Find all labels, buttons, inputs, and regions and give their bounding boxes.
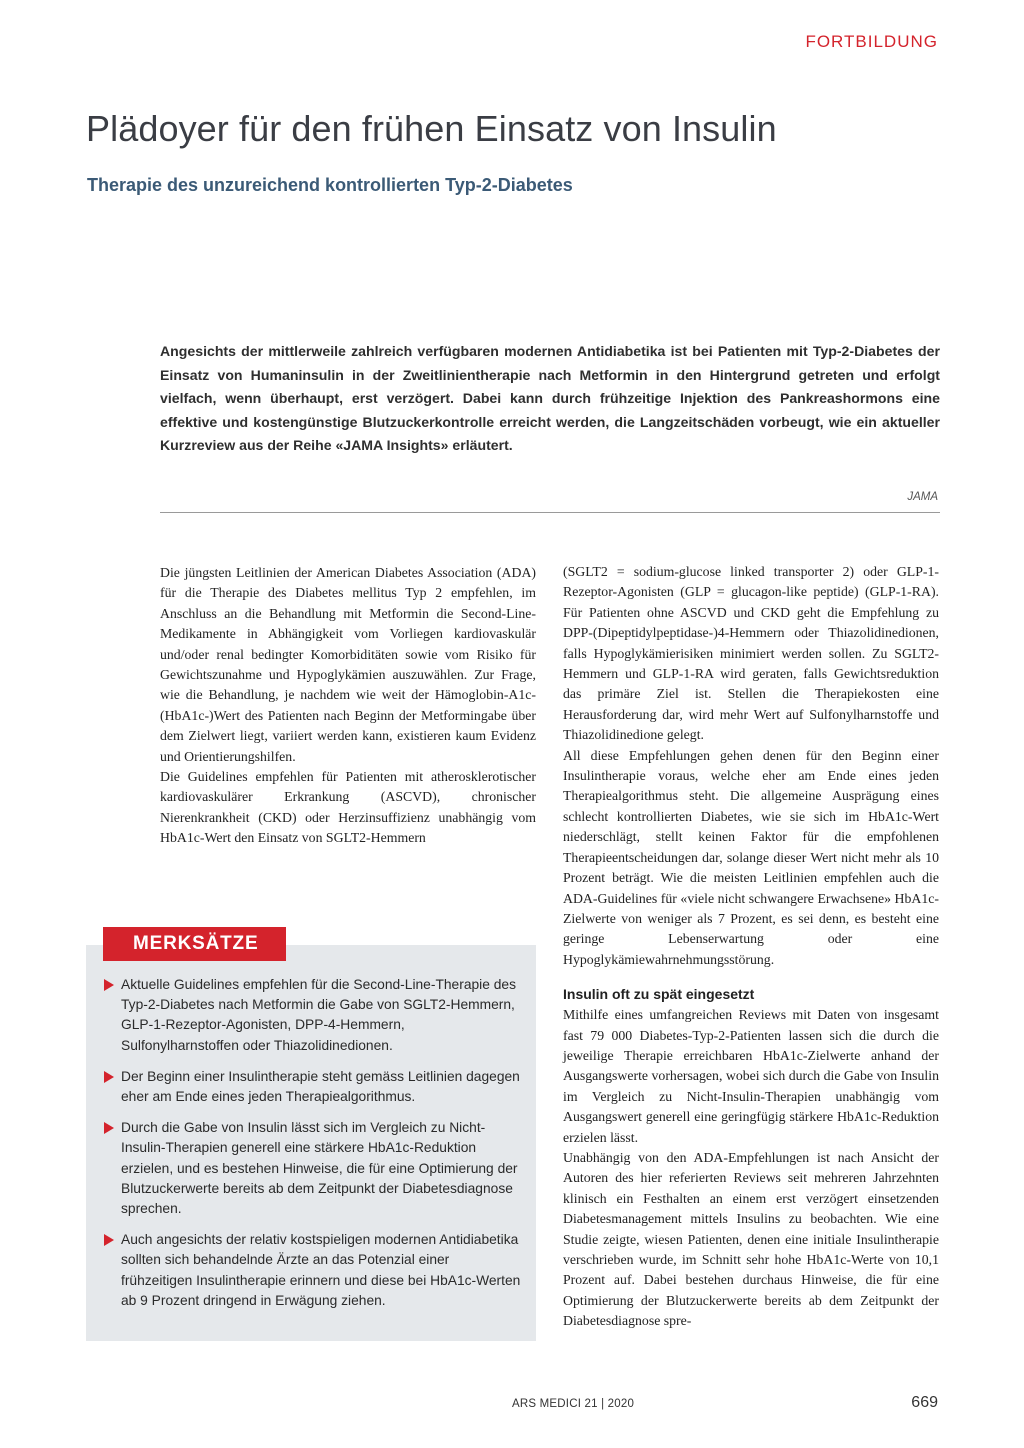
triangle-bullet-icon [104,1122,114,1134]
list-item-text: Durch die Gabe von Insulin lässt sich im Vergleich zu Nicht-Insulin-Therapien generell eine stärkere HbA1c-Reduktion erzielen, und es bestehen Hinweise, die für eine Optimierung der Blutzuckerwerte bereits ab dem Zeitpunkt der Diabetesdiagnose sprechen. [121,1120,518,1217]
section-heading: Insulin oft zu spät eingesetzt [563,986,755,1003]
paragraph: (SGLT2 = sodium-glucose linked transporter 2) oder GLP-1-Rezeptor-Agonisten (GLP = glucagon-like peptide) (GLP-1-RA). Für Patienten ohne ASCVD und CKD geht die Empfehlung zu DPP-(Dipeptidylpeptidase-)4-Hemmern oder Thiazolidinedionen, falls Hypoglykämierisiken minimiert werden sollen. Zu SGLT2-Hemmern und GLP-1-RA wird geraten, falls Gewichtsreduktion das primäre Ziel ist. Stellen die Therapiekosten eine Herausforderung dar, wird mehr Wert auf Sulfonylharnstoffe und Thiazolidinedione gelegt. [563,564,939,743]
key-points-title: MERKSÄTZE [103,927,286,961]
section-label: FORTBILDUNG [805,32,938,51]
source-label: JAMA [907,491,938,503]
article-subtitle: Therapie des unzureichend kontrollierten Typ-2-Diabetes [87,175,573,195]
key-points-list [104,975,522,1322]
footer-journal: ARS MEDICI 21 | 2020 [512,1398,635,1410]
paragraph: Mithilfe eines umfangreichen Reviews mit Daten von insgesamt fast 79 000 Diabetes-Typ-2-Patienten lassen sich die durch die jeweilige Therapie erreichbaren HbA1c-Zielwerte anhand der Ausgangswerte vorhersagen, wobei sich durch die Gabe von Insulin im Vergleich zu Nicht-Insulin-Therapien unabhängig vom Ausgangswert generell eine geringfügig stärkere HbA1c-Reduktion erzielen lässt. [563,1007,939,1145]
key-points-box [86,945,536,1341]
body-column-left [160,563,536,849]
list-item-text: Auch angesichts der relativ kostspieligen modernen Antidiabetika sollten sich behandelnde Ärzte an das Potenzial einer frühzeitigen Insulintherapie erinnern und diese bei HbA1c-Werten ab 9 Prozent dringend in Erwägung ziehen. [121,1232,521,1308]
paragraph: All diese Empfehlungen gehen denen für den Beginn einer Insulintherapie voraus, welche eher am Ende eines jeden Therapiealgorithmus steht. Die allgemeine Ausprägung eines schlecht kontrollierten Diabetes, wie sie sich im HbA1c-Wert niederschlägt, stellt keinen Faktor für die empfohlenen Therapieentscheidungen dar, solange dieser Wert nicht mehr als 10 Prozent beträgt. Wie die meisten Leitlinien empfehlen auch die ADA-Guidelines für «viele nicht schwangere Erwachsene» HbA1c-Zielwerte von weniger als 7 Prozent, es sei denn, es besteht eine geringe Lebenserwartung oder eine Hypoglykämiewahrnehmungsstörung. [563,747,939,967]
paragraph: Die jüngsten Leitlinien der American Diabetes Association (ADA) für die Therapie des Diabetes mellitus Typ 2 empfehlen, im Anschluss an die Behandlung mit Metformin die Second-Line-Medikamente in Abhängigkeit vom Vorliegen kardiovaskulär und/oder renal bedingter Komorbiditäten sowie vom Risiko für Gewichtszunahme und Hypoglykämien auszuwählen. Zur Frage, wie die Behandlung, je nachdem wie weit der Hämoglobin-A1c-(HbA1c-)Wert des Patienten nach Beginn der Metformingabe über dem Zielwert liegt, variiert werden kann, existieren kaum Evidenz und Orientierungshilfen. [160,565,536,764]
triangle-bullet-icon [104,1071,114,1083]
list-item [104,1230,522,1311]
body-column-right [563,562,939,1332]
paragraph: Die Guidelines empfehlen für Patienten mit atherosklerotischer kardiovaskulärer Erkrankung (ASCVD), chronischer Nierenkrankheit (CKD) oder Herzinsuffizienz unabhängig vom HbA1c-Wert den Einsatz von SGLT2-Hemmern [160,769,536,846]
list-item [104,1067,522,1107]
list-item [104,975,522,1056]
page-number: 669 [911,1394,938,1411]
triangle-bullet-icon [104,979,114,991]
list-item-text: Der Beginn einer Insulintherapie steht gemäss Leitlinien dagegen eher am Ende eines jeden Therapiealgorithmus. [121,1068,520,1105]
divider [160,512,940,513]
list-item [104,1118,522,1219]
article-lead: Angesichts der mittlerweile zahlreich verfügbaren modernen Antidiabetika ist bei Patienten mit Typ-2-Diabetes der Einsatz von Humaninsulin in der Zweitlinientherapie nach Metformin in den Hintergrund getreten und erfolgt vielfach, wenn überhaupt, erst verzögert. Dabei kann durch frühzeitige Injektion des Pankreashormons eine effektive und kostengünstige Blutzuckerkontrolle erreicht werden, die Langzeitschäden vorbeugt, wie ein aktueller Kurzreview aus der Reihe «JAMA Insights» erläutert. [160,343,940,454]
list-item-text: Aktuelle Guidelines empfehlen für die Second-Line-Therapie des Typ-2-Diabetes nach Metformin die Gabe von SGLT2-Hemmern, GLP-1-Rezeptor-Agonisten, DPP-4-Hemmern, Sulfonylharnstoffen oder Thiazolidinedionen. [121,977,516,1053]
paragraph: Unabhängig von den ADA-Empfehlungen ist nach Ansicht der Autoren des hier referierten Reviews seit mehreren Jahrzehnten klinisch ein Festhalten an einem erst verzögert einsetzenden Diabetesmanagement mittels Insulins zu beobachten. Wie eine Studie zeigte, wiesen Patienten, denen eine initiale Insulintherapie verschrieben wurde, im Schnitt sehr hohe HbA1c-Werte von 10,1 Prozent auf. Dabei bestehen durchaus Hinweise, die für eine Optimierung der Blutzuckerwerte bereits ab dem Zeitpunkt der Diabetesdiagnose spre- [563,1149,939,1329]
article-title: Plädoyer für den frühen Einsatz von Insulin [86,108,777,149]
triangle-bullet-icon [104,1234,114,1246]
